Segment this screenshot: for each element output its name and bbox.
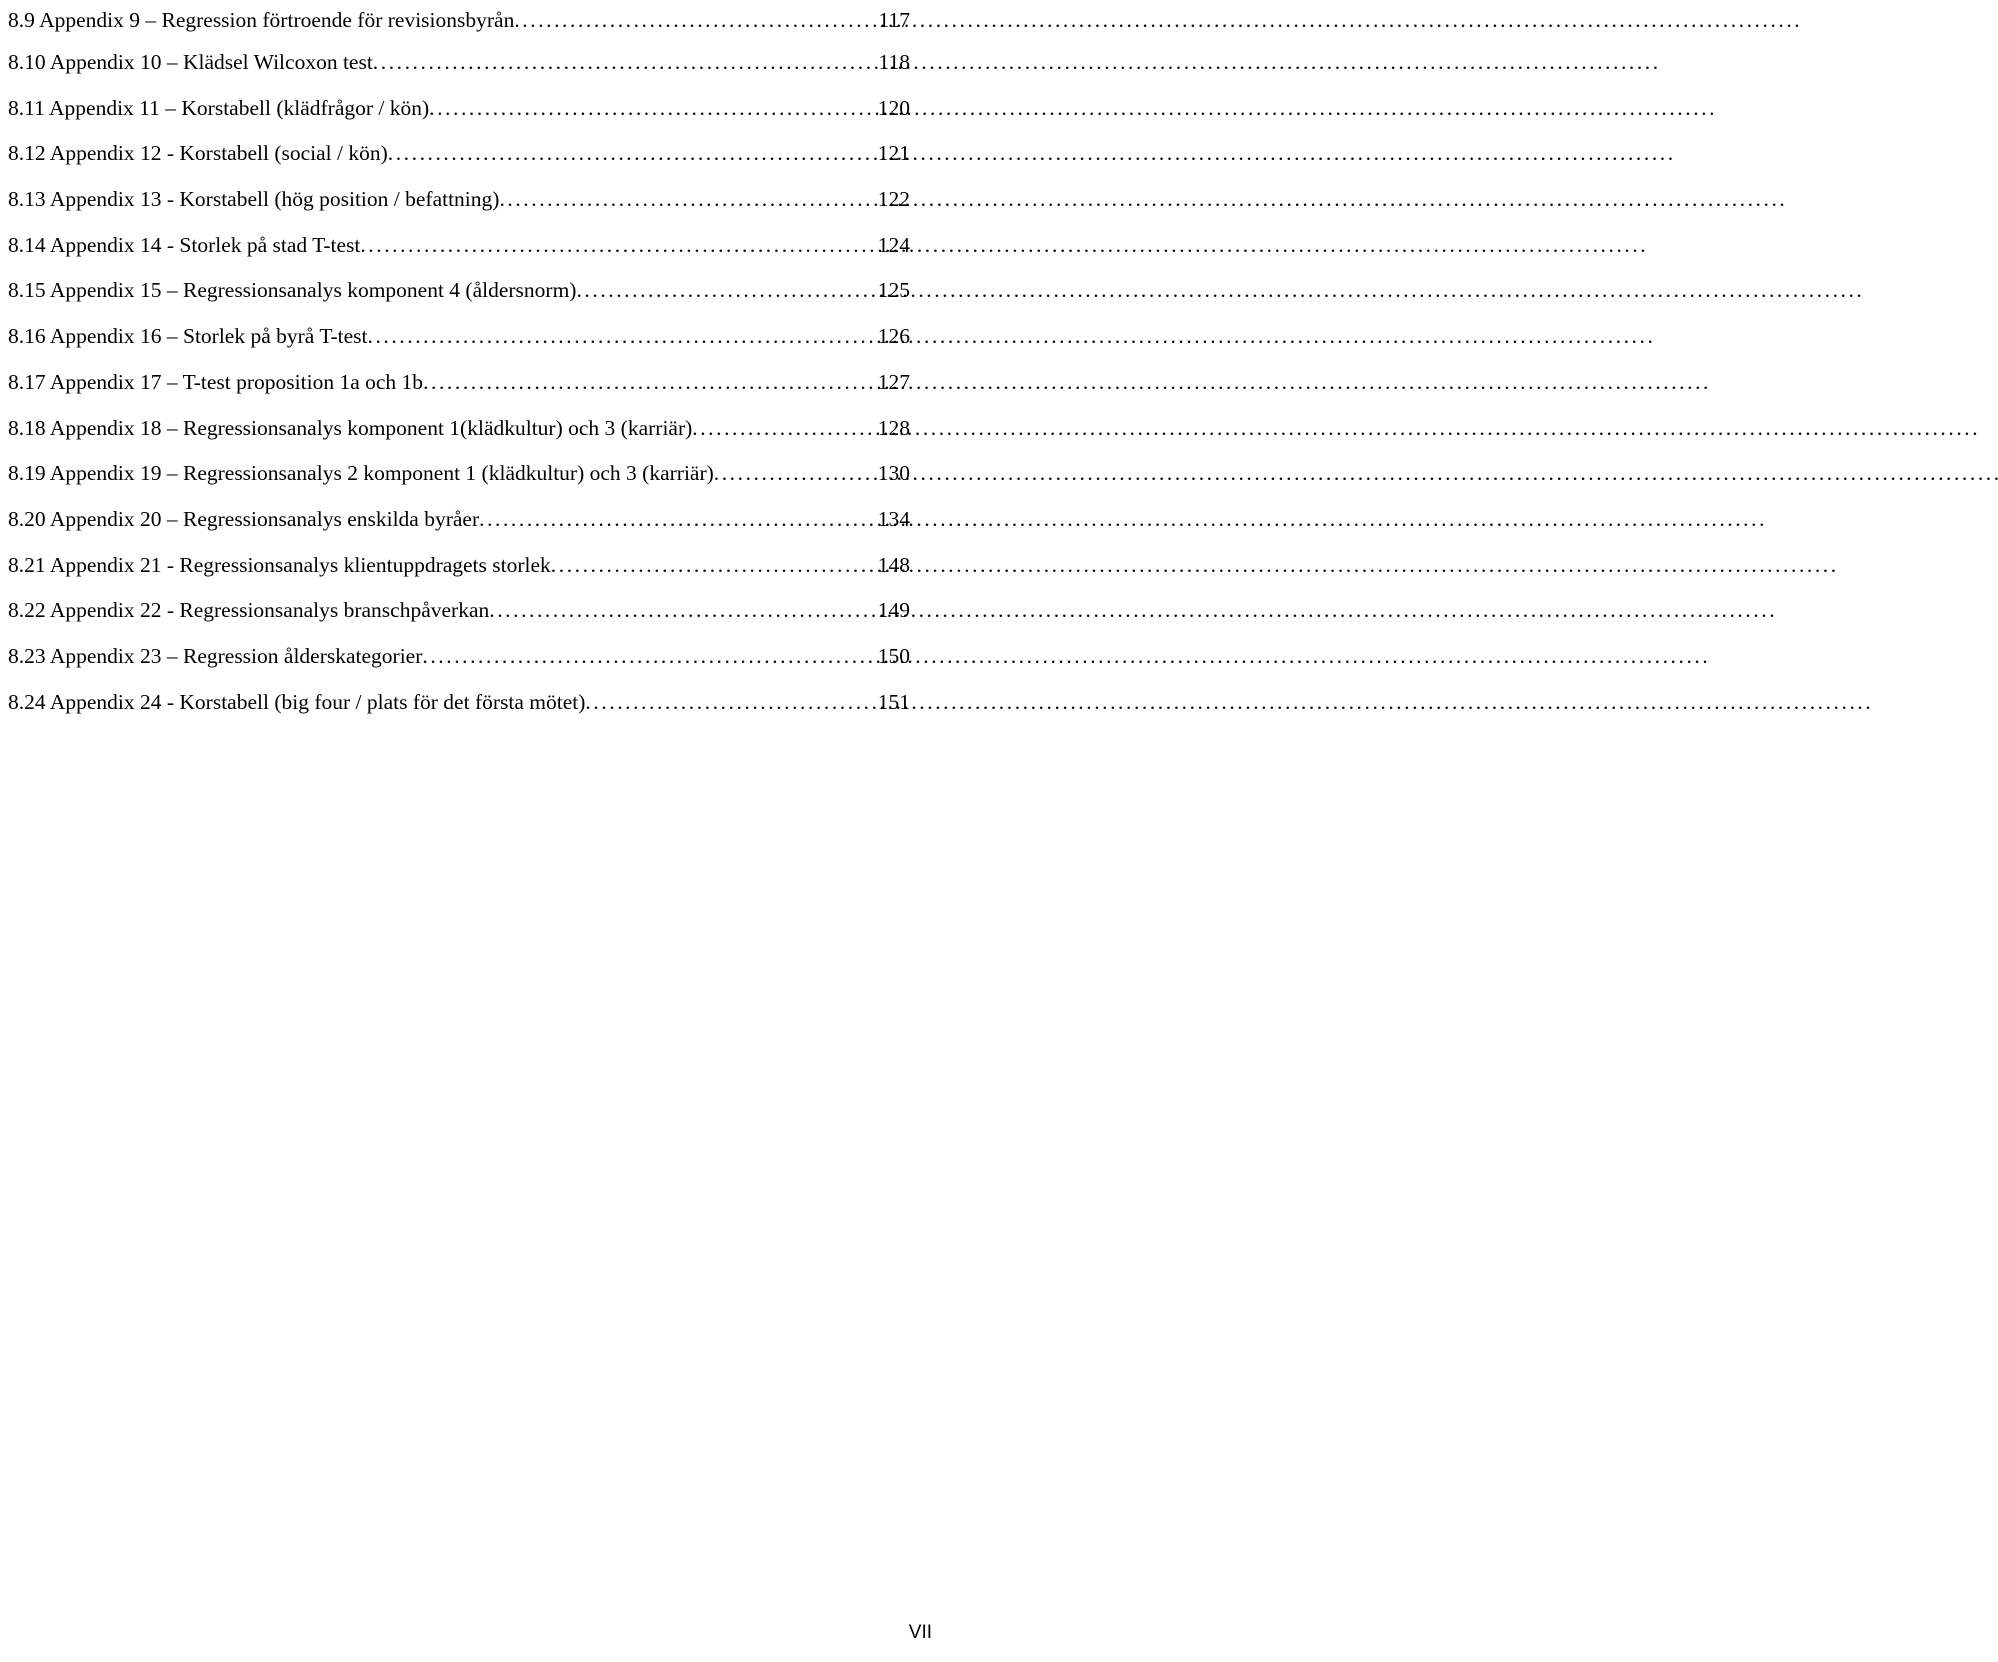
- toc-entry-title: 8.15 Appendix 15 – Regressionsanalys komponent 4 (åldersnorm): [8, 278, 577, 303]
- toc-entry-title: 8.20 Appendix 20 – Regressionsanalys enskilda byråer: [8, 506, 480, 531]
- toc-leader-dots: [576, 268, 875, 314]
- toc-entry[interactable]: [8, 131, 910, 177]
- toc-entry-title: 8.17 Appendix 17 – T-test proposition 1a och 1b: [8, 369, 424, 394]
- toc-entry-page: 127: [877, 369, 910, 394]
- toc-leader-dots: [423, 360, 876, 406]
- toc-entry-title: 8.13 Appendix 13 - Korstabell (hög position / befattning): [8, 187, 500, 212]
- toc-entry[interactable]: [8, 634, 910, 680]
- toc-entry-page: 125: [877, 278, 910, 303]
- toc-leader-dots: [388, 131, 876, 177]
- toc-entry-page: 124: [877, 232, 910, 257]
- toc-entry-page: 149: [877, 598, 910, 623]
- toc-leader-dots: [714, 451, 876, 497]
- toc-entry[interactable]: [8, 406, 910, 452]
- toc-entry[interactable]: [8, 40, 910, 86]
- toc-entry-page: 122: [877, 187, 910, 212]
- toc-entry[interactable]: [8, 680, 910, 726]
- table-of-contents: [8, 0, 910, 725]
- toc-entry-page: 151: [877, 689, 910, 714]
- toc-entry-title: 8.24 Appendix 24 - Korstabell (big four / plats för det första mötet): [8, 689, 586, 714]
- toc-leader-dots: [479, 497, 876, 543]
- toc-entry[interactable]: [8, 86, 910, 132]
- toc-leader-dots: [373, 40, 877, 86]
- toc-leader-dots: [489, 588, 875, 634]
- toc-entry[interactable]: [8, 223, 910, 269]
- toc-entry[interactable]: [8, 314, 910, 360]
- toc-entry-title: 8.22 Appendix 22 - Regressionsanalys branschpåverkan: [8, 598, 490, 623]
- toc-entry-title: 8.9 Appendix 9 – Regression förtroende för revisionsbyrån: [8, 8, 515, 32]
- toc-leader-dots: [551, 543, 876, 589]
- toc-entry-page: 121: [877, 141, 910, 166]
- toc-leader-dots: [422, 634, 875, 680]
- page-number: VII: [908, 1622, 932, 1643]
- toc-entry-page: 134: [877, 506, 910, 531]
- toc-leader-dots: [368, 314, 876, 360]
- toc-entry-title: 8.16 Appendix 16 – Storlek på byrå T-test: [8, 324, 368, 349]
- toc-entry-title: 8.18 Appendix 18 – Regressionsanalys komponent 1(klädkultur) och 3 (karriär): [8, 415, 693, 440]
- toc-leader-dots: [499, 177, 875, 223]
- toc-entry[interactable]: [8, 451, 910, 497]
- toc-entry-title: 8.19 Appendix 19 – Regressionsanalys 2 komponent 1 (klädkultur) och 3 (karriär): [8, 461, 714, 486]
- toc-entry[interactable]: [8, 177, 910, 223]
- toc-entry-title: 8.21 Appendix 21 - Regressionsanalys klientuppdragets storlek: [8, 552, 551, 577]
- toc-entry-title: 8.12 Appendix 12 - Korstabell (social / kön): [8, 141, 388, 166]
- toc-entry-page: 130: [877, 461, 910, 486]
- toc-entry-page: 120: [877, 95, 910, 120]
- toc-entry-title: 8.23 Appendix 23 – Regression ålderskategorier: [8, 643, 423, 668]
- toc-entry[interactable]: [8, 497, 910, 543]
- toc-entry-page: 126: [877, 324, 910, 349]
- toc-leader-dots: [585, 680, 875, 726]
- toc-entry-page: 128: [877, 415, 910, 440]
- toc-entry-title: 8.14 Appendix 14 - Storlek på stad T-test: [8, 232, 361, 257]
- toc-entry[interactable]: [8, 543, 910, 589]
- toc-leader-dots: [692, 406, 875, 452]
- toc-entry-title: 8.10 Appendix 10 – Klädsel Wilcoxon test: [8, 50, 373, 74]
- toc-entry[interactable]: [8, 588, 910, 634]
- toc-entry-page: 150: [877, 643, 910, 668]
- toc-leader-dots: [429, 86, 876, 132]
- toc-entry[interactable]: [8, 268, 910, 314]
- toc-entry-page: 117: [878, 8, 910, 32]
- toc-entry[interactable]: [8, 0, 910, 40]
- toc-entry[interactable]: [8, 360, 910, 406]
- toc-entry-title: 8.11 Appendix 11 – Korstabell (klädfrågor / kön): [8, 95, 430, 120]
- toc-entry-page: 148: [877, 552, 910, 577]
- toc-leader-dots: [514, 0, 876, 40]
- toc-entry-page: 118: [878, 50, 910, 74]
- toc-leader-dots: [360, 223, 875, 269]
